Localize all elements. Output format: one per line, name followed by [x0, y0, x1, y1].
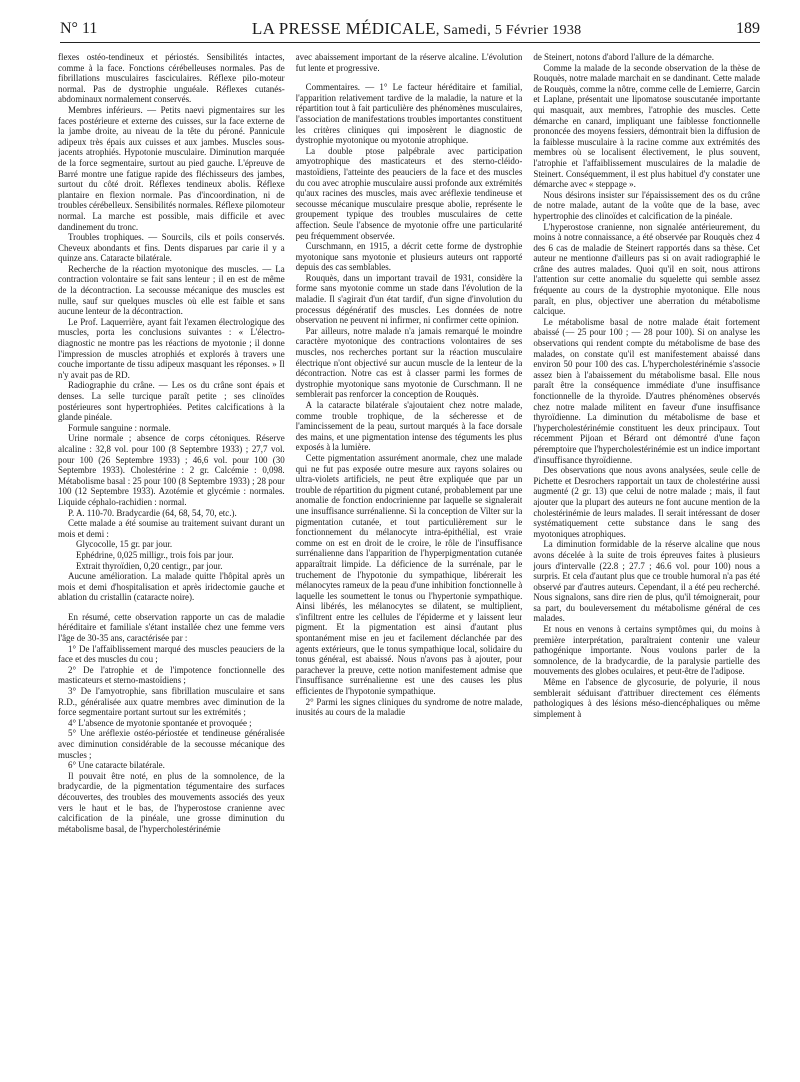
paragraph: Par ailleurs, notre malade n'a jamais remarqué le moindre caractère myotonique des contractions volontaires de ses muscles, nos recherches portant sur la réaction musculaire électrique n'ont objectivé sur aucun muscle de la lenteur de la décontraction. Notre cas est à classer parmi les formes de dystrophie myotonique sans myotonie de Curschmann. Il ne semblerait pas renforcer la conception de Rouquès. — [295, 325, 523, 400]
journal-name: LA PRESSE MÉDICALE — [251, 19, 436, 38]
issue-date: , Samedi, 5 Février 1938 — [435, 23, 582, 38]
paragraph: Aucune amélioration. La malade quitte l'hôpital après un mois et demi d'hospitalisation et après iridectomie gauche et ablation du cristallin (cataracte noire). — [58, 571, 285, 603]
page-number: 189 — [736, 20, 760, 37]
paragraph: La diminution formidable de la réserve alcaline que nous avons décelée à la suite de trois épreuves faites à plusieurs jours d'intervalle (22.8 ; 27.7 ; 46.6 vol. pour 100) nous a surpris. Et cela d'autant plus que ce trouble humoral n'a pas été observé par d'autres auteurs. Cependant, il a été peu recherché. Nous signalons, sans dire rien de plus, qu'il témoignerait, pour sa part, du bouleversement du métabolisme général de ces malades. — [533, 539, 761, 624]
paragraph: de Steinert, notons d'abord l'allure de la démarche. — [533, 52, 715, 62]
summary-paragraph: En résumé, cette observation rapporte un cas de maladie héréditaire et familiale s'étant installée chez une femme vers l'âge de 30-35 ans, caractérisée par : — [58, 611, 285, 644]
summary-item: 3° De l'amyotrophie, sans fibrillation musculaire et sans R.D., généralisée aux quatre membres avec diminution de la force segmentaire portant surtout sur les extrémités ; — [58, 686, 285, 718]
column-right — [533, 52, 760, 1076]
paragraph: La double ptose palpébrale avec participation amyotrophique des masticateurs et des sterno-cléido-mastoïdiens, l'atteinte des peauciers de la face et des muscles du cou avec atrophie musculaire aussi profonde aux extrémités qu'aux racines des muscles, mais avec aréflexie tendineuse et secousse mécanique musculaire presque abolie, représente le groupement typique des troubles musculaires de cette affection. Seule l'absence de myotonie offre une particularité peu fréquemment observée. — [295, 145, 523, 241]
column-left — [58, 52, 285, 1076]
summary-item: 1° De l'affaiblissement marqué des muscles peauciers de la face et des muscles du cou ; — [58, 643, 285, 665]
paragraph: avec abaissement important de la réserve alcaline. L'évolution fut lente et progressive. — [295, 52, 523, 73]
running-header — [60, 16, 760, 43]
paragraph: Même en l'absence de glycosurie, de polyurie, il nous semblerait séduisant d'attribuer directement ces éléments pathologiques à des lésions méso-diencéphaliques ou même simplement à — [533, 677, 761, 719]
paragraph: Radiographie du crâne. — Les os du crâne sont épais et denses. La selle turcique paraît petite ; ses clinoïdes postérieures sont hypertrophiées. Petites calcifications à la glande pinéale. — [58, 380, 285, 423]
paragraph: Le Prof. Laquerrière, ayant fait l'examen électrologique des muscles, porta les conclusions suivantes : « L'électro-diagnostic ne montre pas les réactions de myotonie ; il donne l'impression de muscles atrophiés et explorés à travers une couche importante de tissu adipeux masquant les réponses. » Il n'y avait pas de RD. — [58, 316, 285, 380]
summary-item: 6° Une cataracte bilatérale. — [68, 760, 165, 771]
paragraph: Il pouvait être noté, en plus de la somnolence, de la bradycardie, de la pigmentation tégumentaire des surfaces découvertes, des troubles des mouvements associés des yeux vers le haut et le bas, de l'hyperostose cranienne avec calcification de la pinéale, une grosse diminution du métabolisme basal, de l'hypercholestérinémie — [58, 770, 285, 834]
column-middle — [296, 52, 523, 1076]
treatment-item: Extrait thyroïdien, 0,20 centigr., par jour. — [76, 560, 223, 571]
paragraph: 2° Parmi les signes cliniques du syndrome de notre malade, inusités au cours de la maladie — [295, 696, 523, 718]
paragraph: Recherche de la réaction myotonique des muscles. — La contraction volontaire se fait sans lenteur ; il en est de même de la décontraction. La secousse mécanique des muscles est nulle, sauf sur quelques muscles où elle est faible et sans aucune lenteur de la décontraction. — [58, 263, 285, 317]
paragraph: Et nous en venons à certains symptômes qui, du moins à première interprétation, paraîtraient contenir une valeur pathogénique importante. Nous voulons parler de la somnolence, de la bradycardie, de la paralysie partielle des mouvements des globes oculaires, et peut-être de l'adipose. — [533, 624, 761, 677]
paragraph: Membres inférieurs. — Petits naevi pigmentaires sur les faces postérieure et externe des cuisses, sur la face externe de la jambe droite, au niveau de la tête du péroné. Pannicule adipeux très épais aux cuisses et aux jambes. Muscles sous-jacents atrophiés. Hypotonie musculaire. Diminution marquée de la force segmentaire, surtout au pied gauche. L'épreuve de Barré montre une fatigue rapide des fléchisseurs des jambes, surtout du côté droit. Réflexes tendineux abolis. Réflexe plantaire en flexion normale. Pas d'incoordination, ni de troubles cérébelleux. Sensibilités normales. Réflexe pilomoteur normal. La marche est possible, mais difficile et avec dandinement du tronc. — [58, 104, 285, 232]
paragraph: Le métabolisme basal de notre malade était fortement abaissé (— 25 pour 100 ; — 28 pour 100). Si on analyse les observations qui rendent compte du métabolisme de base des malades, on constate qu'il est manifestement abaissé dans environ 50 pour 100 des cas. L'hypercholestérinémie s'associe assez bien à l'abaissement du métabolisme basal. Elle nous paraît être la conséquence immédiate d'une insuffisance fonctionnelle de la thyroïde. D'autres phénomènes observés chez notre malade militent en faveur d'une insuffisance thyroïdienne. La diminution du métabolisme de base et l'hypercholestérinémie constituent les deux principaux. Tout récemment Pijoan et Bérard ont démontré d'une façon péremptoire que l'hypercholestérinémie est un indice important d'insuffisance thyroïdienne. — [533, 316, 761, 465]
paragraph: Curschmann, en 1915, a décrit cette forme de dystrophie myotonique sans myotonie et plusieurs auteurs ont rapporté depuis des cas semblables. — [295, 241, 523, 273]
journal-title — [252, 19, 582, 39]
treatment-item: Ephédrine, 0,025 milligr., trois fois par jour. — [76, 549, 234, 560]
summary-item: 2° De l'atrophie et de l'impotence fonctionnelle des masticateurs et sterno-mastoïdiens ; — [58, 664, 285, 686]
summary-item: 5° Une aréflexie ostéo-périostée et tendineuse généralisée avec diminution considérable de la secousse mécanique des muscles ; — [58, 728, 285, 760]
paragraph: Cette pigmentation assurément anormale, chez une malade qui ne fut pas exposée outre mesure aux rayons solaires ou ultra-violets artificiels, ne peut être expliquée que par un trouble de répartition du pigment cutané, probablement par une anomalie de fonction endocrinienne par laquelle se signalerait une insuffisance surrénalienne. Si la conception de Vilter sur la pigmentation cutanée, et tout particulièrement sur le fonctionnement du mélanocyte intra-épithélial, est vraie comme on est en droit de le croire, le rôle de l'insuffisance surrénalienne dans l'apparition de l'hyperpigmentation cutanée apparaîtrait limpide. La déficience de la surrénale, par le truchement de l'hypotonie du sympathique, libérerait les mélanocytes rameux de la peau d'une inhibition fonctionnelle à laquelle les soumettent le tonus ou l'hypertonie sympathique. Ainsi libérés, les mélanocytes se dilatent, se multiplient, s'infiltrent entre les cellules de l'épiderme et y laissent leur pigment. Et la pigmentation est ainsi d'autant plus spontanément mise en jeu et facilement déclanchée par des agents extérieurs, que le tonus sympathique local, solidaire du tonus général, est abaissé. Nous n'avons pas à ajouter, pour parachever la preuve, cette notion manifestement admise que l'insuffisance surrénalienne est une des causes les plus efficientes de l'hypotonie sympathique. — [295, 452, 523, 697]
paragraph: Des observations que nous avons analysées, seule celle de Pichette et Desrochers rapportait un taux de cholestérine aussi augmenté (2 gr. 13) que celui de notre malade ; mais, il faut ajouter que la plupart des auteurs ne font aucune mention de la cholestérinémie de leurs malades. Il serait intéressant de doser systématiquement cette substance dans le sang des myotoniques atrophiques. — [533, 465, 761, 539]
article-body — [58, 52, 760, 1076]
paragraph: Troubles trophiques. — Sourcils, cils et poils conservés. Cheveux abondants et fins. Dents disparues par carie il y a quinze ans. Cataracte bilatérale. — [58, 232, 285, 264]
paragraph: Cette malade a été soumise au traitement suivant durant un mois et demi : — [58, 518, 285, 539]
paragraph: Rouquès, dans un important travail de 1931, considère la forme sans myotonie comme un stade dans l'évolution de la maladie. Il s'agirait d'un état tardif, d'un signe d'involution du processus dégénératif des muscles. Les données de notre observation ne peuvent ni infirmer, ni confirmer cette opinion. — [295, 272, 523, 326]
paragraph: L'hyperostose cranienne, non signalée antérieurement, du moins à notre connaissance, a été observée par Rouquès chez 4 des 6 cas de maladie de Steinert rapportés dans sa thèse. Cet auteur ne mentionne d'ailleurs pas si on avait radiographié le crâne des autres malades. Quoi qu'il en soit, nous attirons l'attention sur cette anomalie du squelette qui semble assez fréquente au cours de la dystrophie myotonique. Elle nous paraît, en plus, objectiver une aberration du métabolisme calcique. — [533, 221, 761, 317]
paragraph: Formule sanguine : normale. — [68, 422, 171, 433]
commentary-paragraph: Commentaires. — 1° Le facteur héréditaire et familial, l'apparition relativement tardive de la maladie, la nature et la répartition tout à fait particulière des phénomènes musculaires, l'association de manifestations troubles importantes constituent les critères cliniques qui imposèrent le diagnostic de dystrophie myotonique ou myotonie atrophique. — [295, 82, 523, 146]
treatment-item: Glycocolle, 15 gr. par jour. — [76, 539, 173, 550]
page-label: N° 11 — [60, 20, 98, 37]
paragraph: P. A. 110-70. Bradycardie (64, 68, 54, 70, etc.). — [68, 507, 237, 518]
summary-item: 4° L'absence de myotonie spontanée et provoquée ; — [68, 717, 252, 728]
paragraph: A la cataracte bilatérale s'ajoutaient chez notre malade, comme trouble trophique, de la sécheresse et de l'amincissement de la peau, surtout marqués à la face dorsale des mains, et une pigmentation intense des téguments les plus exposés à la lumière. — [295, 400, 523, 453]
paragraph: Urine normale ; absence de corps cétoniques. Réserve alcaline : 32,8 vol. pour 100 (8 Septembre 1933) ; 27,7 vol. pour 100 (26 Septembre 1933) ; 46,6 vol. pour 100 (30 Septembre 1933). Cholestérine : 2 gr. Calcémie : 0,098. Métabolisme basal : 25 pour 100 (8 Septembre 1933) ; 28 pour 100 (12 Septembre 1933). Azotémie et glycémie : normales. Liquide céphalo-rachidien : normal. — [58, 433, 285, 507]
paragraph: Comme la malade de la seconde observation de la thèse de Rouquès, notre malade marchait en se dandinant. Cette malade de Rouquès, comme la nôtre, comme celle de Lemierre, Garcin et Laplane, présentait une lipomatose souscutanée importante qui masquait, aux membres, l'atrophie des muscles. Cette démarche en canard, impliquant une faiblesse fonctionnelle prononcée des moyens fessiers, démontrait bien la diffusion de la faiblesse musculaire à la racine comme aux extrémités des membres où se localisent électivement, le plus souvent, l'atrophie et l'affaiblissement musculaires de la maladie de Steinert. Conséquemment, il est plus habituel d'y constater une démarche avec « steppage ». — [533, 62, 761, 190]
paragraph: Nous désirons insister sur l'épaississement des os du crâne de notre malade, autant de la voûte que de la base, avec hypertrophie des clinoïdes et calcification de la pinéale. — [533, 189, 761, 221]
paragraph: flexes ostéo-tendineux et périostés. Sensibilités intactes, comme à la face. Fonctions cérébelleuses normales. Pas de fibrillations musculaires fasciculaires. Réflexe pilo-moteur normal. Pas de dystrophie unguéale. Réflexes cutanés-abdominaux normalement conservés. — [58, 52, 285, 105]
